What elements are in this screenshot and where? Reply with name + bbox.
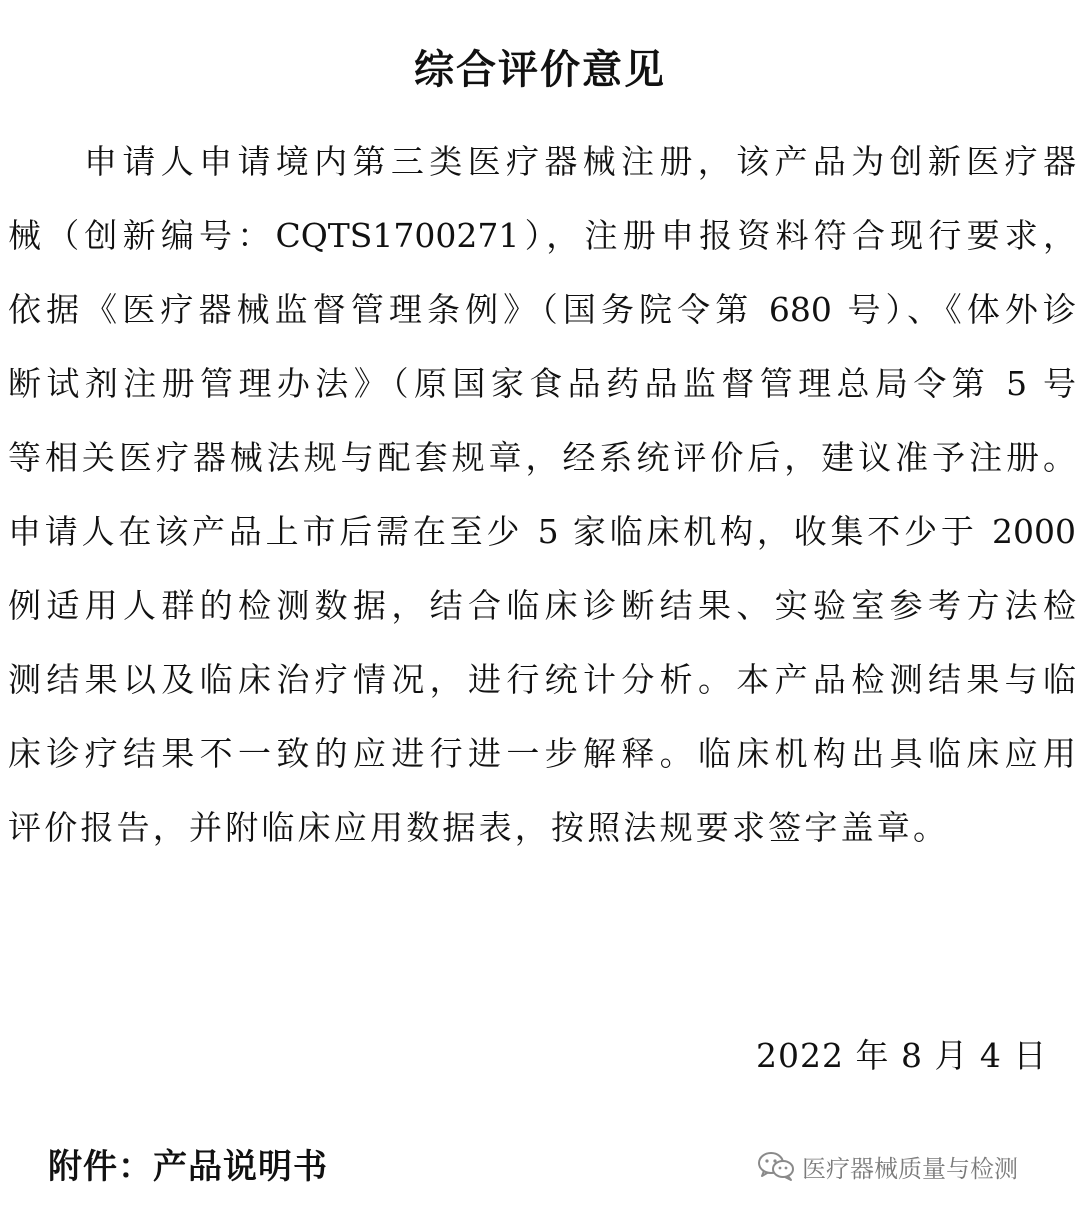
paragraph-line: 断试剂注册管理办法》（原国家食品药品监督管理总局令第 5 号 — [8, 364, 1076, 403]
paragraph-line: 申请人在该产品上市后需在至少 5 家临床机构，收集不少于 2000 — [8, 512, 1076, 551]
attachment-label: 附件：产品说明书 — [48, 1147, 328, 1187]
paragraph-line: 例适用人群的检测数据，结合临床诊断结果、实验室参考方法检 — [8, 586, 1076, 625]
paragraph-line: 等相关医疗器械法规与配套规章，经系统评价后，建议准予注册。 — [8, 438, 1076, 477]
paragraph-line: 评价报告，并附临床应用数据表，按照法规要求签字盖章。 — [8, 808, 950, 847]
document-date: 2022 年 8 月 4 日 — [756, 1036, 1048, 1075]
watermark-text: 医疗器械质量与检测 — [802, 1154, 1018, 1183]
paragraph-line: 申请人申请境内第三类医疗器械注册，该产品为创新医疗器 — [84, 142, 1076, 181]
paragraph-line: 床诊疗结果不一致的应进行进一步解释。临床机构出具临床应用 — [8, 734, 1076, 773]
paragraph-line: 械（创新编号：CQTS1700271），注册申报资料符合现行要求， — [8, 216, 1076, 255]
paragraph-line: 测结果以及临床治疗情况，进行统计分析。本产品检测结果与临 — [8, 660, 1076, 699]
document-title: 综合评价意见 — [414, 46, 666, 93]
wechat-icon — [756, 1150, 796, 1182]
paragraph-line: 依据《医疗器械监督管理条例》（国务院令第 680 号）、《体外诊 — [8, 290, 1076, 329]
watermark — [756, 1148, 1018, 1184]
